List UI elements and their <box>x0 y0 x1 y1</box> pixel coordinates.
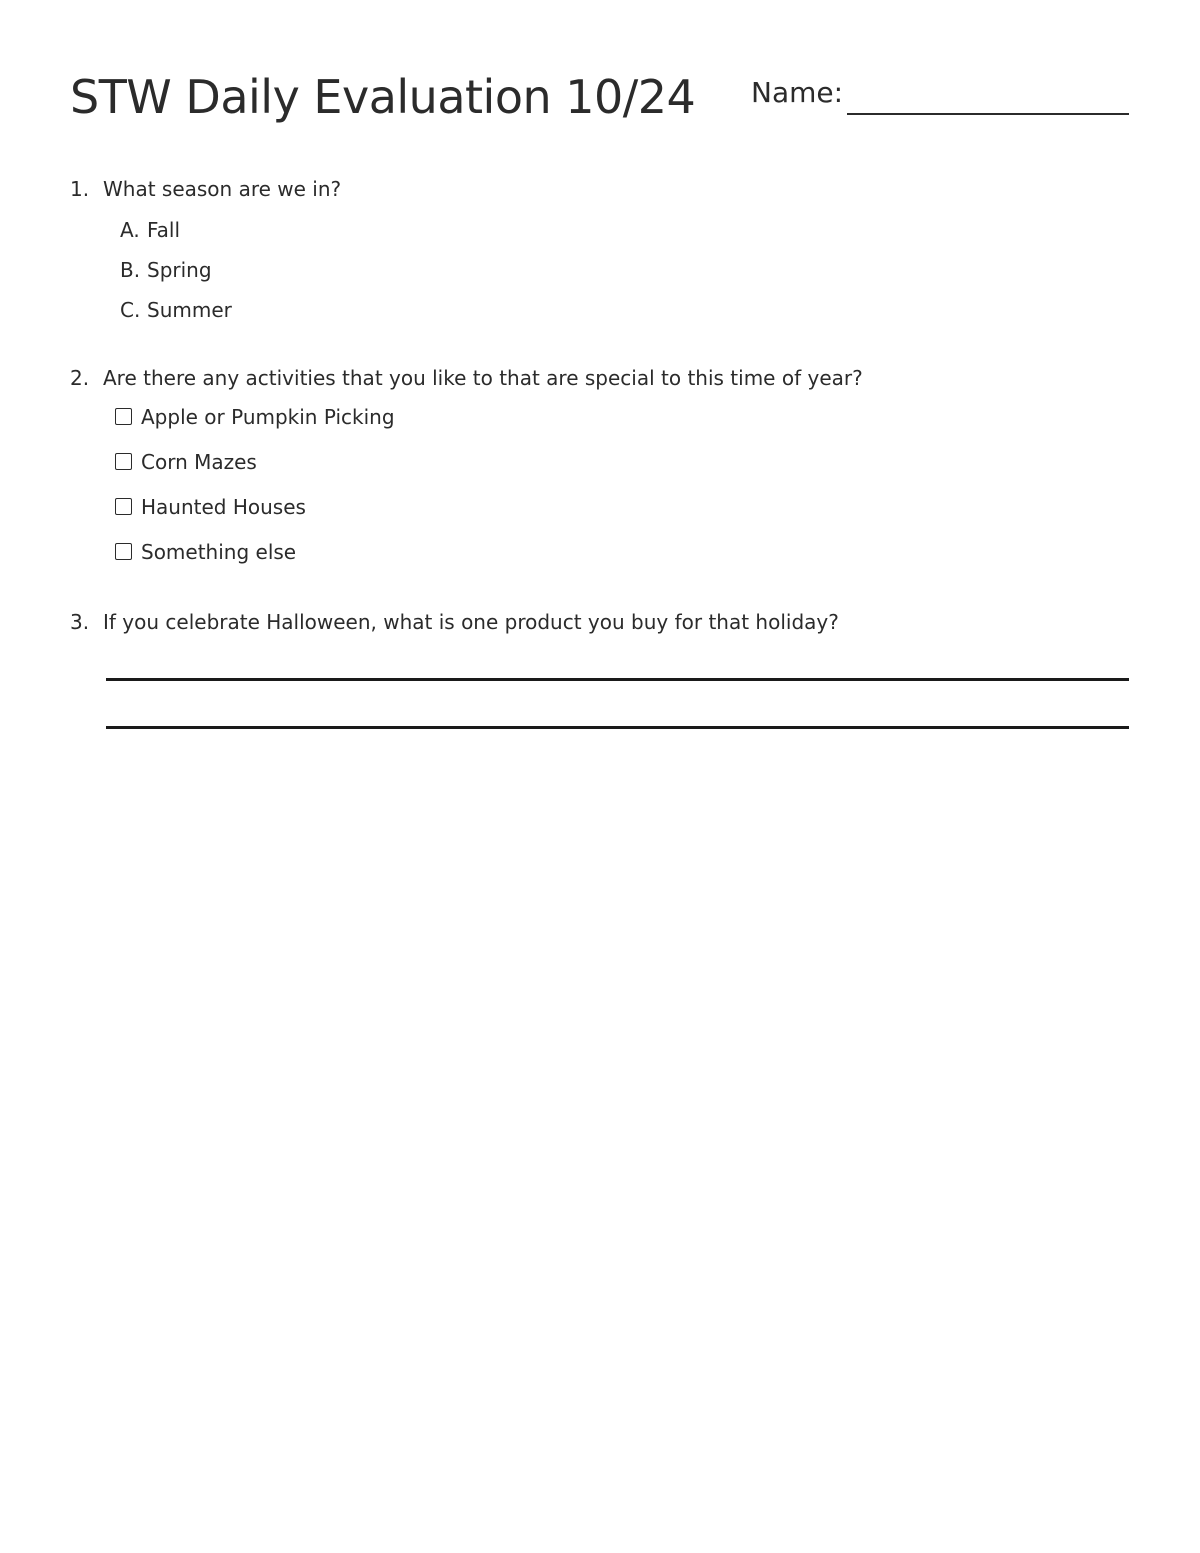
checkbox-label: Corn Mazes <box>141 450 257 474</box>
answer-line-2[interactable] <box>106 726 1129 729</box>
checkbox-icon[interactable] <box>115 498 132 515</box>
answer-line-1[interactable] <box>106 678 1129 681</box>
question-number: 2. <box>70 366 90 390</box>
checkbox-label: Haunted Houses <box>141 495 306 519</box>
question-number: 1. <box>70 177 90 201</box>
checkbox-icon[interactable] <box>115 408 132 425</box>
question-text: If you celebrate Halloween, what is one product you buy for that holiday? <box>103 610 839 634</box>
page-title: STW Daily Evaluation 10/24 <box>70 70 696 124</box>
option-letter: B. <box>120 258 141 282</box>
checkbox-icon[interactable] <box>115 543 132 560</box>
question-text: Are there any activities that you like to that are special to this time of year? <box>103 366 863 390</box>
name-label: Name: <box>751 76 844 109</box>
option-text: Summer <box>147 298 232 322</box>
option-letter: A. <box>120 218 140 242</box>
option-letter: C. <box>120 298 141 322</box>
question-text: What season are we in? <box>103 177 342 201</box>
checkbox-label: Something else <box>141 540 297 564</box>
option-text: Fall <box>147 218 181 242</box>
question-number: 3. <box>70 610 90 634</box>
option-text: Spring <box>147 258 212 282</box>
checkbox-label: Apple or Pumpkin Picking <box>141 405 395 429</box>
name-write-line[interactable] <box>847 113 1129 115</box>
name-field <box>751 76 1130 116</box>
checkbox-icon[interactable] <box>115 453 132 470</box>
